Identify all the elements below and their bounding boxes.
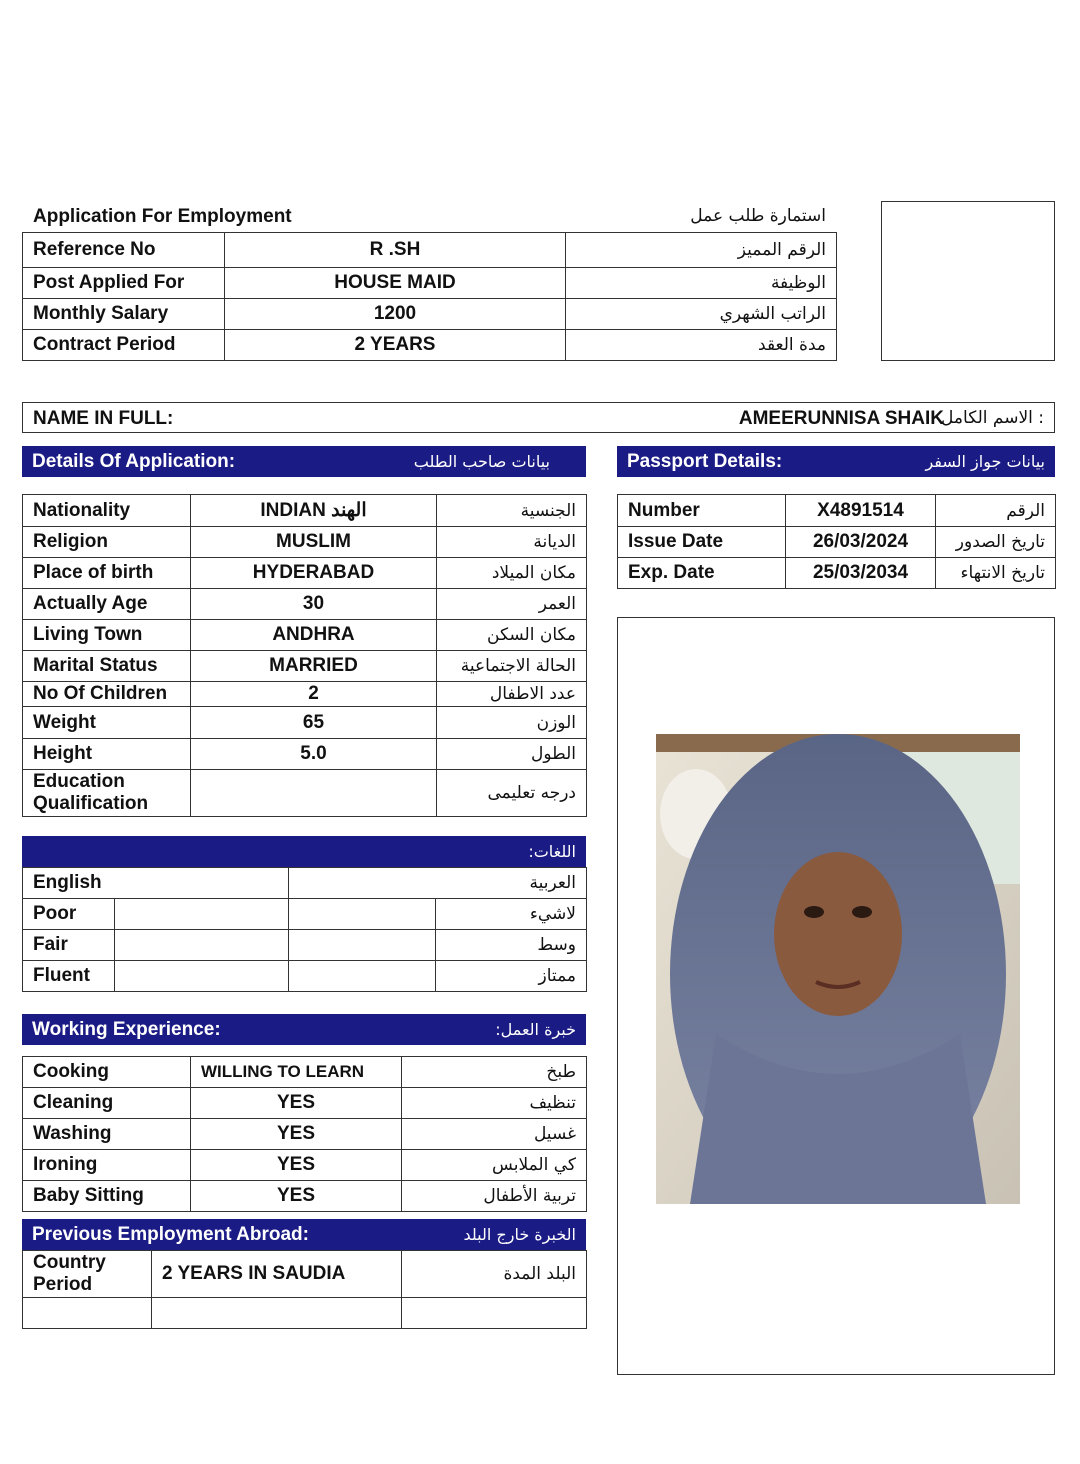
contract-value: 2 YEARS xyxy=(225,330,566,361)
age-label-ar: العمر xyxy=(437,589,587,620)
photo-frame xyxy=(617,617,1055,1375)
ironing-value: YES xyxy=(191,1150,402,1181)
table-row xyxy=(618,495,1056,527)
town-value: ANDHRA xyxy=(191,620,437,651)
washing-value: YES xyxy=(191,1119,402,1150)
fair-english-cell xyxy=(115,930,289,961)
poor-english-cell xyxy=(115,899,289,930)
table-row xyxy=(23,1150,587,1181)
cleaning-label-ar: تنظيف xyxy=(402,1088,587,1119)
form-title-ar: استمارة طلب عمل xyxy=(690,206,826,226)
table-row xyxy=(23,651,587,682)
fair-label-ar: وسط xyxy=(436,930,587,961)
table-row xyxy=(23,961,587,992)
marital-label-ar: الحالة الاجتماعية xyxy=(437,651,587,682)
table-row xyxy=(23,527,587,558)
cooking-value: WILLING TO LEARN xyxy=(191,1057,402,1088)
empty-cell xyxy=(152,1298,402,1329)
table-row xyxy=(23,1251,587,1298)
birthplace-label: Place of birth xyxy=(23,558,191,589)
salary-label: Monthly Salary xyxy=(23,299,225,330)
age-value: 30 xyxy=(191,589,437,620)
issue-date-value: 26/03/2024 xyxy=(786,527,936,558)
english-label: English xyxy=(23,868,289,899)
table-row xyxy=(23,1119,587,1150)
town-label: Living Town xyxy=(23,620,191,651)
fluent-label-ar: ممتاز xyxy=(436,961,587,992)
weight-label-ar: الوزن xyxy=(437,707,587,739)
town-label-ar: مكان السكن xyxy=(437,620,587,651)
poor-arabic-cell xyxy=(289,899,436,930)
table-row xyxy=(618,558,1056,589)
experience-title-en: Working Experience: xyxy=(32,1018,221,1040)
babysitting-value: YES xyxy=(191,1181,402,1212)
abroad-table xyxy=(22,1250,587,1329)
table-row xyxy=(23,682,587,707)
marital-value: MARRIED xyxy=(191,651,437,682)
details-header-bar xyxy=(22,446,586,477)
post-label: Post Applied For xyxy=(23,268,225,299)
table-row xyxy=(23,589,587,620)
poor-label: Poor xyxy=(23,899,115,930)
issue-date-label-ar: تاريخ الصدور xyxy=(936,527,1056,558)
reference-label-ar: الرقم المميز xyxy=(566,233,837,268)
post-value: HOUSE MAID xyxy=(225,268,566,299)
religion-label-ar: الديانة xyxy=(437,527,587,558)
table-row xyxy=(23,233,837,268)
marital-label: Marital Status xyxy=(23,651,191,682)
reference-label: Reference No xyxy=(23,233,225,268)
table-row xyxy=(23,707,587,739)
salary-label-ar: الراتب الشهري xyxy=(566,299,837,330)
ironing-label-ar: كي الملابس xyxy=(402,1150,587,1181)
cleaning-value: YES xyxy=(191,1088,402,1119)
table-row xyxy=(23,268,837,299)
cooking-label: Cooking xyxy=(23,1057,191,1088)
washing-label-ar: غسيل xyxy=(402,1119,587,1150)
top-info-table xyxy=(22,232,837,361)
passport-header-bar xyxy=(617,446,1055,477)
country-period-label-ar: البلد المدة xyxy=(402,1251,587,1298)
name-label-ar: : الاسم الكامل xyxy=(941,408,1044,428)
table-row xyxy=(23,495,587,527)
empty-cell xyxy=(23,1298,152,1329)
weight-value: 65 xyxy=(191,707,437,739)
table-row xyxy=(23,899,587,930)
languages-table xyxy=(22,867,587,992)
post-label-ar: الوظيفة xyxy=(566,268,837,299)
babysitting-label-ar: تربية الأطفال xyxy=(402,1181,587,1212)
country-period-value: 2 YEARS IN SAUDIA xyxy=(152,1251,402,1298)
table-row xyxy=(23,868,587,899)
nationality-label-ar: الجنسية xyxy=(437,495,587,527)
cooking-label-ar: طبخ xyxy=(402,1057,587,1088)
education-value xyxy=(191,770,437,817)
exp-date-value: 25/03/2034 xyxy=(786,558,936,589)
passport-table xyxy=(617,494,1056,589)
small-photo-box xyxy=(881,201,1055,361)
fair-label: Fair xyxy=(23,930,115,961)
fair-arabic-cell xyxy=(289,930,436,961)
fluent-english-cell xyxy=(115,961,289,992)
experience-table xyxy=(22,1056,587,1212)
education-label: Education Qualification xyxy=(23,770,191,817)
nationality-value: INDIAN الهند xyxy=(191,495,437,527)
height-value: 5.0 xyxy=(191,739,437,770)
ironing-label: Ironing xyxy=(23,1150,191,1181)
table-row xyxy=(23,739,587,770)
abroad-title-ar: الخبرة خارج البلد xyxy=(463,1225,576,1244)
table-row xyxy=(618,527,1056,558)
cleaning-label: Cleaning xyxy=(23,1088,191,1119)
table-row xyxy=(23,1298,587,1329)
table-row xyxy=(23,1057,587,1088)
religion-label: Religion xyxy=(23,527,191,558)
salary-value: 1200 xyxy=(225,299,566,330)
birthplace-label-ar: مكان الميلاد xyxy=(437,558,587,589)
exp-date-label: Exp. Date xyxy=(618,558,786,589)
contract-label: Contract Period xyxy=(23,330,225,361)
empty-cell xyxy=(402,1298,587,1329)
table-row xyxy=(23,299,837,330)
abroad-header-bar xyxy=(22,1219,586,1250)
reference-value: R .SH xyxy=(225,233,566,268)
children-label: No Of Children xyxy=(23,682,191,707)
passport-number-label-ar: الرقم xyxy=(936,495,1056,527)
babysitting-label: Baby Sitting xyxy=(23,1181,191,1212)
country-period-label: Country Period xyxy=(23,1251,152,1298)
details-table xyxy=(22,494,587,817)
experience-header-bar xyxy=(22,1014,586,1045)
height-label: Height xyxy=(23,739,191,770)
washing-label: Washing xyxy=(23,1119,191,1150)
passport-number-value: X4891514 xyxy=(786,495,936,527)
applicant-photo xyxy=(656,734,1020,1204)
name-label: NAME IN FULL: xyxy=(33,408,174,429)
nationality-label: Nationality xyxy=(23,495,191,527)
table-row xyxy=(23,330,837,361)
passport-number-label: Number xyxy=(618,495,786,527)
name-row xyxy=(22,402,1055,433)
languages-header-bar xyxy=(22,836,586,867)
fluent-label: Fluent xyxy=(23,961,115,992)
name-value: AMEERUNNISA SHAIK xyxy=(738,408,944,429)
age-label: Actually Age xyxy=(23,589,191,620)
religion-value: MUSLIM xyxy=(191,527,437,558)
children-label-ar: عدد الاطفال xyxy=(437,682,587,707)
passport-title-en: Passport Details: xyxy=(627,450,783,472)
table-row xyxy=(23,930,587,961)
weight-label: Weight xyxy=(23,707,191,739)
table-row xyxy=(23,558,587,589)
form-title-en: Application For Employment xyxy=(33,206,292,227)
table-row xyxy=(23,1088,587,1119)
experience-title-ar: خبرة العمل: xyxy=(495,1020,576,1039)
passport-title-ar: بيانات جواز السفر xyxy=(925,452,1045,471)
languages-title-ar: اللغات: xyxy=(528,842,576,861)
poor-label-ar: لاشيء xyxy=(436,899,587,930)
table-row xyxy=(23,770,587,817)
height-label-ar: الطول xyxy=(437,739,587,770)
contract-label-ar: مدة العقد xyxy=(566,330,837,361)
children-value: 2 xyxy=(191,682,437,707)
abroad-title-en: Previous Employment Abroad: xyxy=(32,1223,309,1245)
details-title-en: Details Of Application: xyxy=(32,450,236,472)
arabic-label: العربية xyxy=(289,868,587,899)
issue-date-label: Issue Date xyxy=(618,527,786,558)
fluent-arabic-cell xyxy=(289,961,436,992)
details-title-ar: بيانات صاحب الطلب xyxy=(413,452,550,471)
exp-date-label-ar: تاريخ الانتهاء xyxy=(936,558,1056,589)
birthplace-value: HYDERABAD xyxy=(191,558,437,589)
education-label-ar: درجه تعليمى xyxy=(437,770,587,817)
table-row xyxy=(23,620,587,651)
table-row xyxy=(23,1181,587,1212)
